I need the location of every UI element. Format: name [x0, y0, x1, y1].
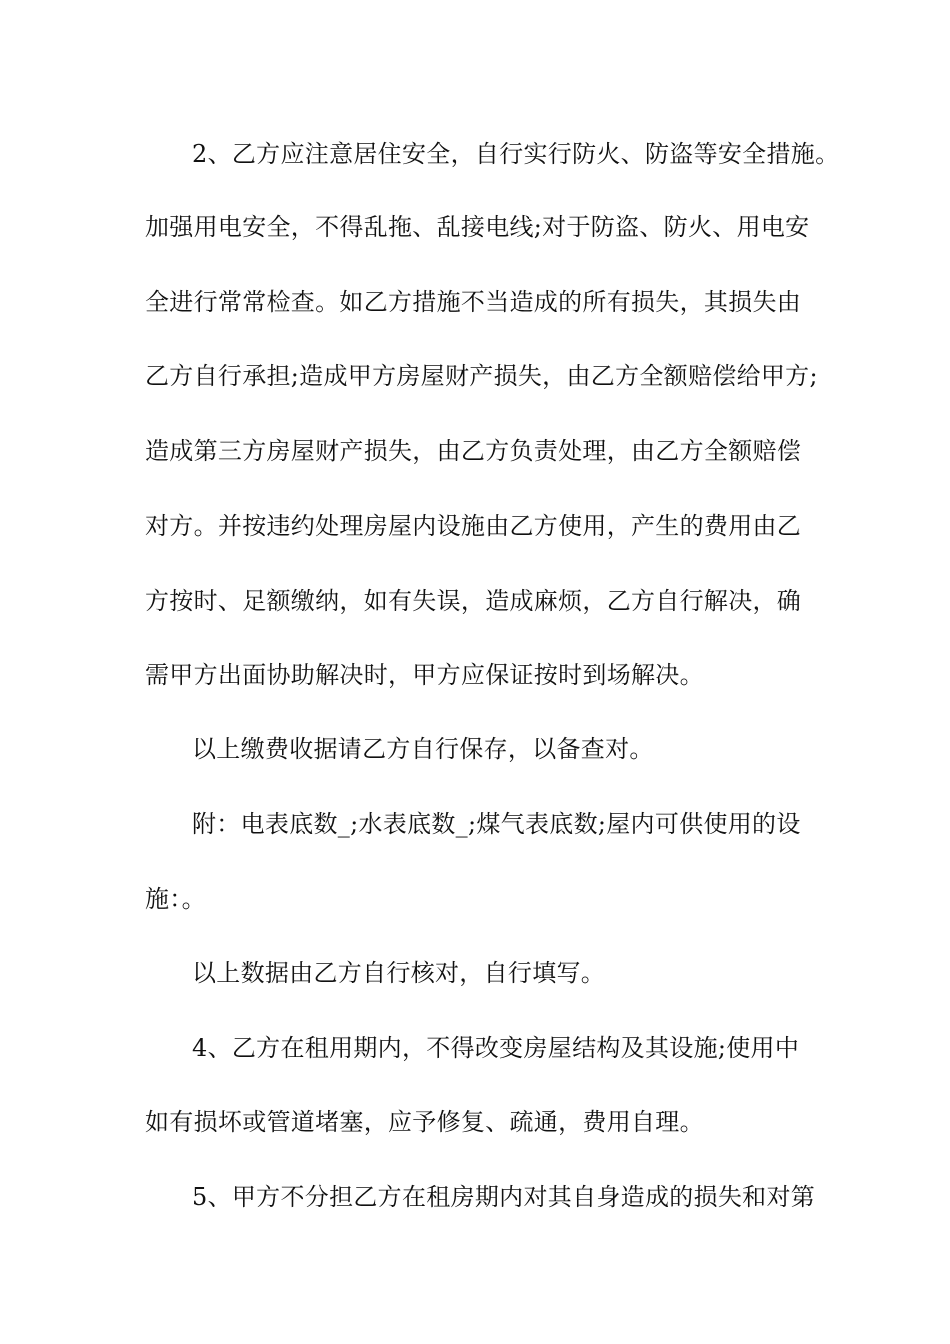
text-line: 5、甲方不分担乙方在租房期内对其自身造成的损失和对第: [192, 1183, 816, 1211]
text-line: 附：电表底数_;水表底数_;煤气表底数;屋内可供使用的设: [192, 810, 801, 838]
text-line: 2、乙方应注意居住安全，自行实行防火、防盗等安全措施。: [192, 140, 840, 168]
text-line: 4、乙方在租用期内，不得改变房屋结构及其设施;使用中: [192, 1034, 800, 1062]
text-line: 对方。并按违约处理房屋内设施由乙方使用，产生的费用由乙: [145, 512, 802, 540]
text-line: 如有损坏或管道堵塞，应予修复、疏通，费用自理。: [145, 1108, 704, 1136]
text-line: 加强用电安全，不得乱拖、乱接电线;对于防盗、防火、用电安: [145, 213, 810, 241]
text-line: 造成第三方房屋财产损失，由乙方负责处理，由乙方全额赔偿: [145, 437, 802, 465]
text-line: 需甲方出面协助解决时，甲方应保证按时到场解决。: [145, 661, 704, 689]
text-line: 以上数据由乙方自行核对，自行填写。: [192, 959, 606, 987]
text-line: 以上缴费收据请乙方自行保存，以备查对。: [192, 735, 654, 763]
text-line: 施：。: [145, 885, 206, 913]
text-line: 全进行常常检查。如乙方措施不当造成的所有损失，其损失由: [145, 288, 802, 316]
text-line: 方按时、足额缴纳，如有失误，造成麻烦，乙方自行解决，确: [145, 587, 802, 615]
text-line: 乙方自行承担;造成甲方房屋财产损失，由乙方全额赔偿给甲方;: [145, 362, 818, 390]
